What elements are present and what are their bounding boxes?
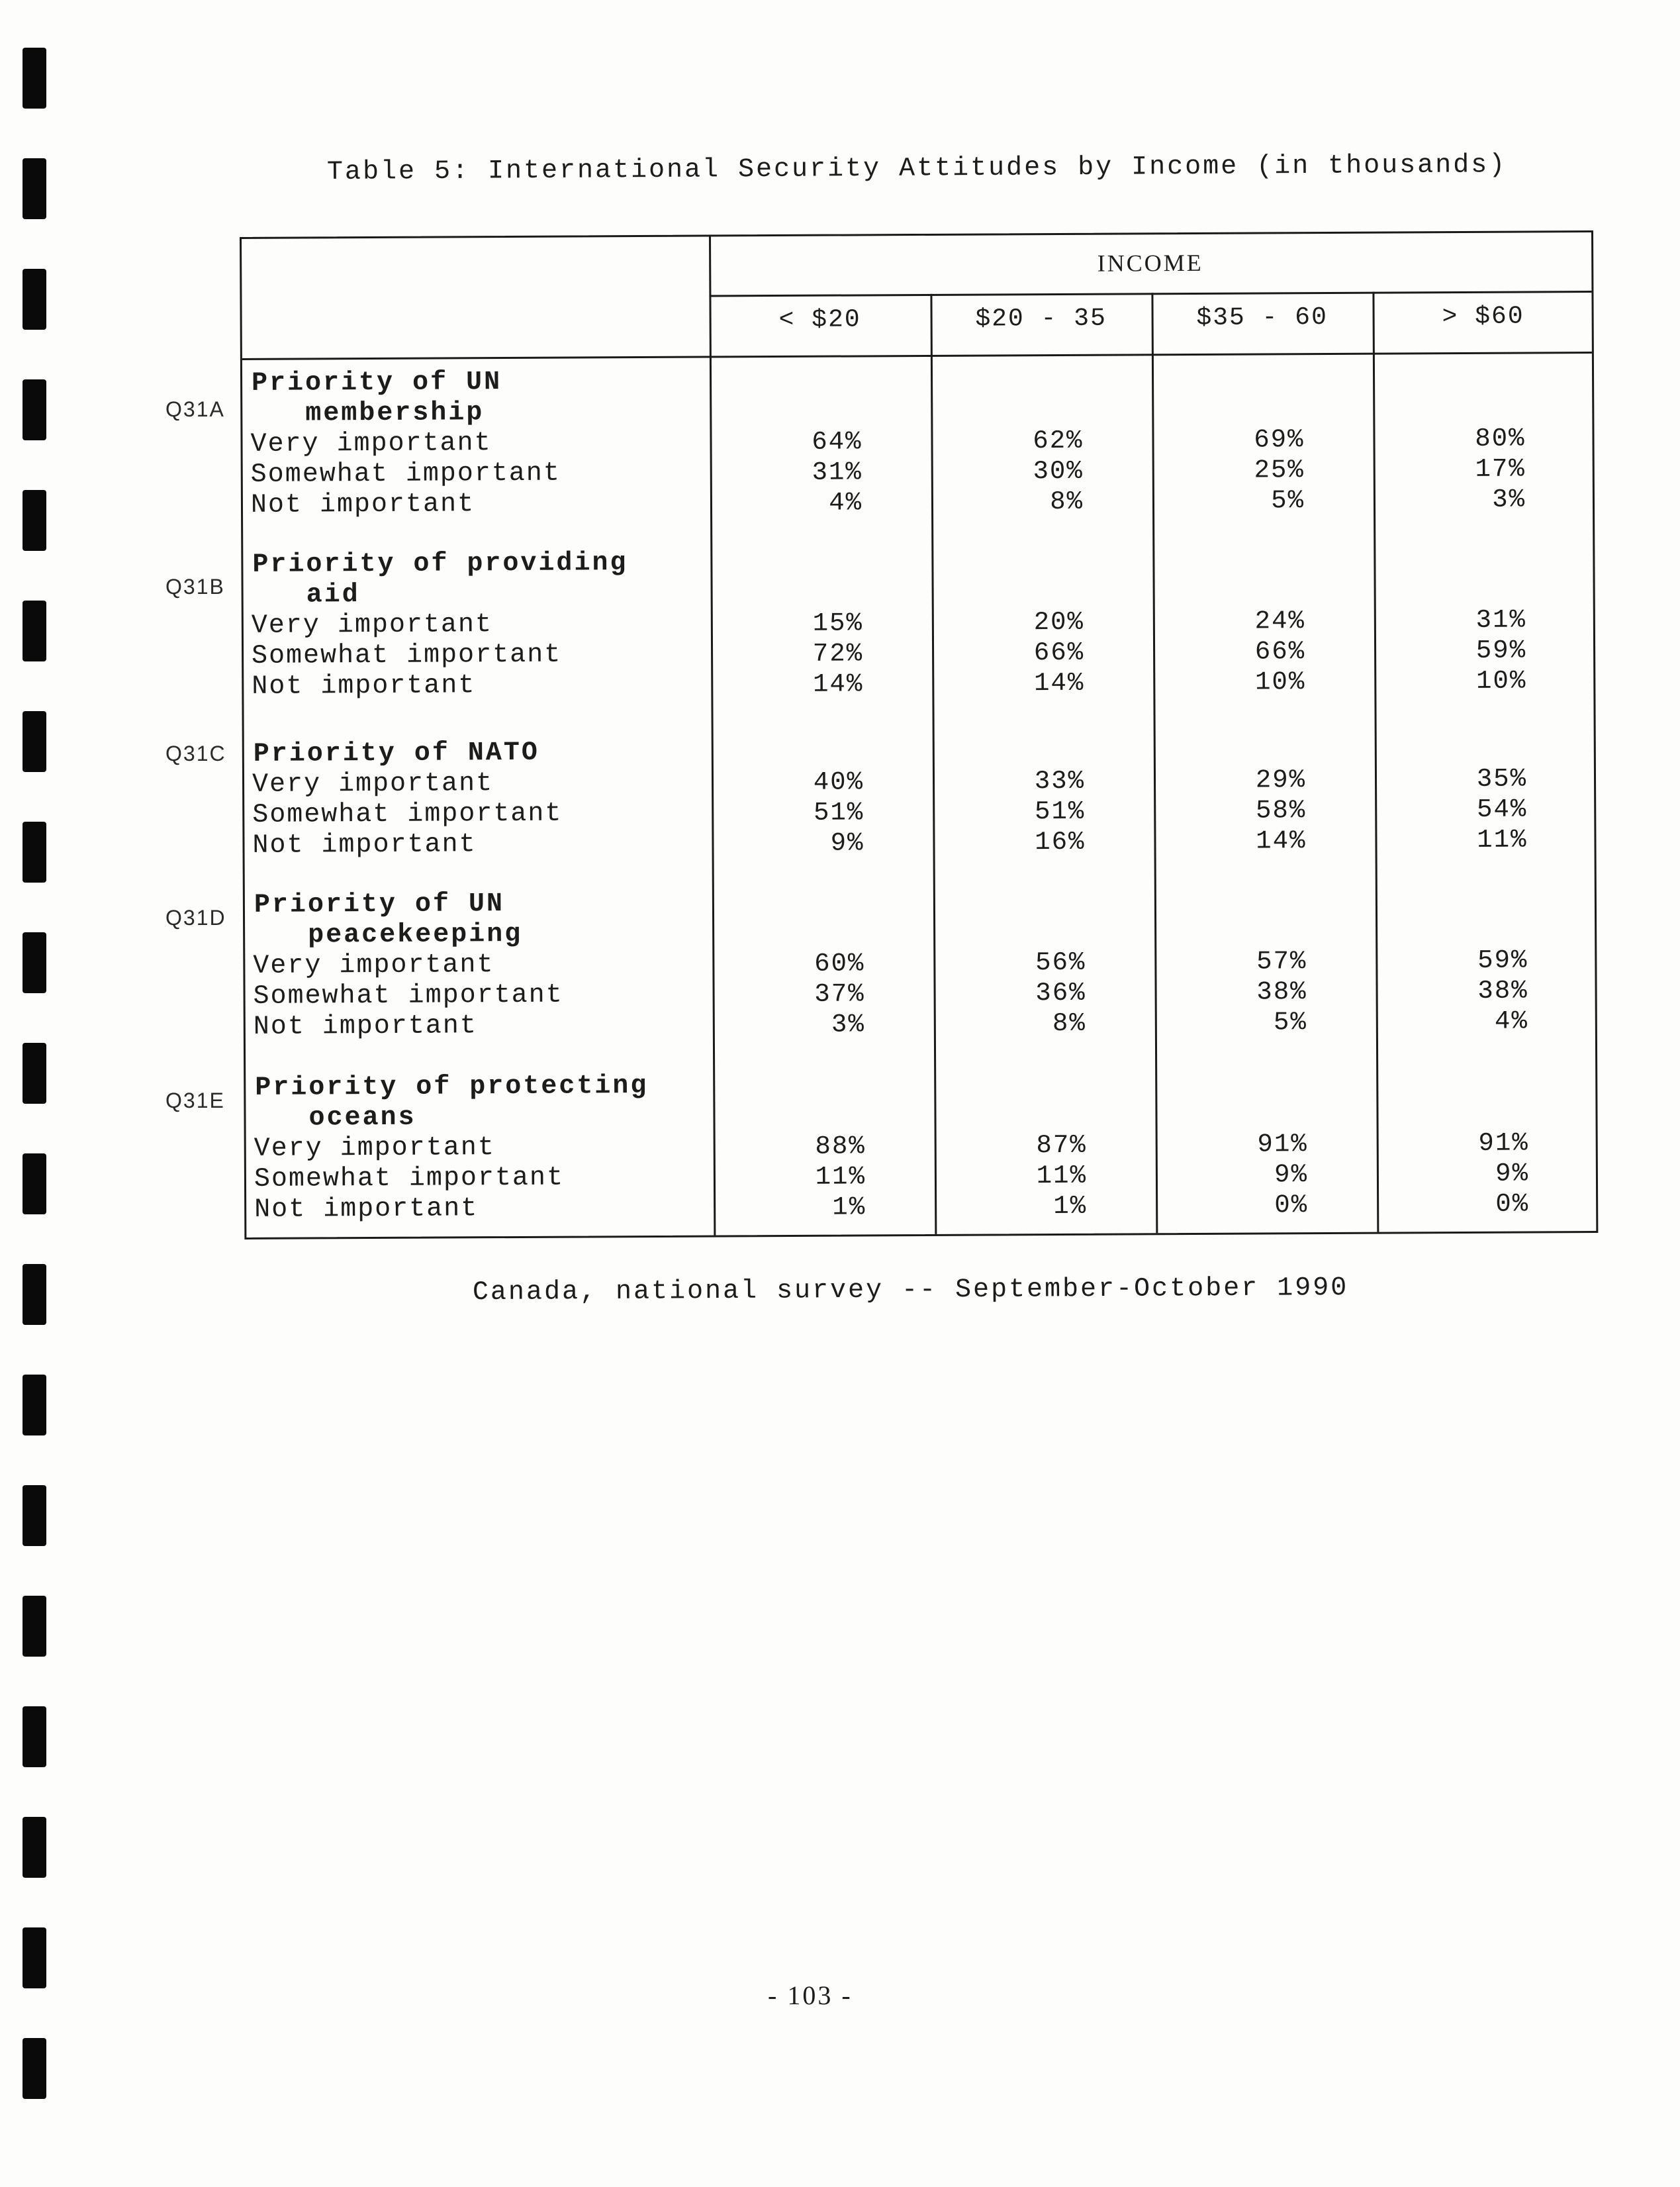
percent-cell: 66%	[1254, 637, 1306, 667]
question-section	[246, 1067, 1595, 1225]
percent-cell: 1%	[1053, 1191, 1088, 1222]
binding-mark	[23, 601, 46, 661]
binding-mark	[23, 1153, 46, 1214]
question-section	[243, 544, 1593, 702]
binding-mark	[23, 1927, 46, 1988]
percent-cell: 9%	[1274, 1160, 1309, 1190]
response-label: Not important	[250, 489, 475, 520]
response-label: Very important	[252, 769, 494, 800]
percent-cell: 4%	[829, 488, 863, 518]
column-header: $20 - 35	[975, 304, 1107, 334]
percent-cell: 31%	[1475, 605, 1526, 635]
table-title: Table 5: International Security Attitudes by Income (in thousands)	[326, 150, 1507, 187]
percent-cell: 57%	[1256, 947, 1307, 977]
percent-cell: 59%	[1475, 636, 1527, 665]
column-divider	[1151, 293, 1158, 1233]
percent-cell: 40%	[813, 767, 864, 797]
binding-mark	[23, 1706, 46, 1767]
percent-cell: 80%	[1475, 424, 1526, 454]
binding-mark	[23, 1043, 46, 1104]
percent-cell: 38%	[1477, 976, 1528, 1006]
percent-cell: 91%	[1478, 1128, 1529, 1158]
percent-cell: 60%	[814, 949, 865, 979]
response-label: Not important	[252, 671, 476, 702]
column-divider	[709, 237, 716, 1236]
percent-cell: 66%	[1033, 638, 1085, 668]
percent-cell: 11%	[815, 1162, 866, 1192]
percent-cell: 20%	[1033, 607, 1084, 638]
income-table	[240, 230, 1598, 1239]
binding-mark	[23, 1596, 46, 1657]
question-section	[245, 884, 1595, 1042]
question-title: Priority of providing	[252, 548, 628, 580]
page-number: - 103 -	[768, 1980, 853, 2010]
survey-caption: Canada, national survey -- September-October 1990	[472, 1273, 1349, 1308]
binding-mark	[23, 158, 46, 219]
percent-cell: 10%	[1254, 667, 1306, 697]
percent-cell: 64%	[812, 427, 863, 457]
percent-cell: 5%	[1273, 1008, 1307, 1038]
binding-mark	[23, 822, 46, 883]
question-code: Q31B	[165, 575, 225, 599]
header-divider	[709, 291, 1591, 297]
percent-cell: 1%	[832, 1192, 866, 1222]
percent-cell: 0%	[1274, 1191, 1309, 1220]
response-label: Not important	[253, 1011, 478, 1042]
percent-cell: 58%	[1255, 796, 1307, 826]
header-divider	[242, 352, 1592, 360]
question-code: Q31A	[165, 397, 225, 421]
question-title: aid	[252, 580, 360, 610]
question-section	[242, 362, 1592, 520]
percent-cell: 11%	[1036, 1161, 1088, 1191]
percent-cell: 14%	[1033, 668, 1085, 699]
percent-cell: 36%	[1035, 978, 1086, 1008]
binding-mark	[23, 490, 46, 551]
percent-cell: 16%	[1035, 827, 1086, 857]
percent-cell: 24%	[1254, 607, 1305, 636]
binding-mark	[23, 1485, 46, 1546]
question-title: membership	[252, 398, 485, 429]
question-title: Priority of NATO	[253, 738, 539, 769]
percent-cell: 5%	[1271, 486, 1305, 516]
income-group-header: INCOME	[1097, 249, 1203, 277]
percent-cell: 72%	[812, 639, 864, 669]
percent-cell: 56%	[1035, 948, 1086, 978]
percent-cell: 11%	[1477, 825, 1528, 855]
response-label: Somewhat important	[251, 640, 562, 671]
percent-cell: 25%	[1254, 456, 1305, 485]
binding-mark	[23, 1264, 46, 1325]
percent-cell: 38%	[1256, 977, 1307, 1007]
question-section	[244, 733, 1594, 861]
binding-holes	[23, 0, 49, 2187]
percent-cell: 15%	[812, 608, 863, 638]
percent-cell: 91%	[1257, 1130, 1308, 1159]
binding-mark	[23, 932, 46, 993]
percent-cell: 0%	[1495, 1189, 1530, 1219]
percent-cell: 30%	[1033, 456, 1084, 487]
response-label: Very important	[250, 428, 492, 460]
percent-cell: 17%	[1475, 454, 1526, 484]
question-code: Q31C	[165, 742, 226, 765]
column-header: < $20	[778, 305, 861, 335]
percent-cell: 31%	[812, 458, 863, 487]
percent-cell: 51%	[813, 798, 864, 828]
column-header: > $60	[1442, 302, 1524, 332]
question-title: Priority of UN	[254, 889, 505, 920]
percent-cell: 14%	[1256, 826, 1307, 856]
percent-cell: 88%	[815, 1132, 866, 1161]
response-label: Very important	[251, 610, 493, 641]
binding-mark	[23, 379, 46, 440]
percent-cell: 8%	[1052, 1008, 1086, 1039]
question-title: oceans	[255, 1102, 416, 1134]
response-label: Somewhat important	[250, 458, 561, 490]
question-title: peacekeeping	[254, 919, 523, 951]
response-label: Somewhat important	[253, 980, 563, 1012]
response-label: Not important	[254, 1194, 479, 1225]
column-header: $35 - 60	[1196, 303, 1328, 332]
percent-cell: 33%	[1034, 766, 1086, 797]
percent-cell: 35%	[1476, 764, 1528, 794]
percent-cell: 51%	[1034, 797, 1086, 827]
percent-cell: 87%	[1036, 1130, 1087, 1161]
percent-cell: 37%	[814, 979, 865, 1009]
question-title: Priority of UN	[251, 367, 502, 399]
binding-mark	[23, 2038, 46, 2099]
percent-cell: 3%	[831, 1010, 865, 1040]
percent-cell: 9%	[1495, 1159, 1530, 1189]
binding-mark	[23, 269, 46, 330]
question-code: Q31D	[165, 906, 226, 930]
response-label: Very important	[253, 950, 494, 981]
question-title: Priority of protecting	[255, 1071, 649, 1103]
percent-cell: 29%	[1255, 765, 1307, 795]
binding-mark	[23, 711, 46, 772]
binding-mark	[23, 1375, 46, 1435]
percent-cell: 8%	[1050, 487, 1084, 517]
column-divider	[930, 294, 937, 1234]
percent-cell: 3%	[1492, 485, 1526, 514]
question-code: Q31E	[165, 1089, 225, 1112]
column-divider	[1372, 292, 1379, 1232]
percent-cell: 4%	[1494, 1006, 1528, 1036]
binding-mark	[23, 48, 46, 109]
percent-cell: 10%	[1475, 666, 1527, 696]
response-label: Very important	[254, 1133, 495, 1164]
response-label: Somewhat important	[252, 799, 563, 830]
percent-cell: 59%	[1477, 946, 1528, 975]
percent-cell: 9%	[830, 828, 864, 858]
response-label: Somewhat important	[254, 1163, 565, 1194]
binding-mark	[23, 1817, 46, 1878]
response-label: Not important	[252, 830, 477, 861]
percent-cell: 62%	[1033, 426, 1084, 456]
percent-cell: 69%	[1254, 425, 1305, 455]
percent-cell: 54%	[1476, 795, 1528, 824]
percent-cell: 14%	[812, 669, 864, 699]
